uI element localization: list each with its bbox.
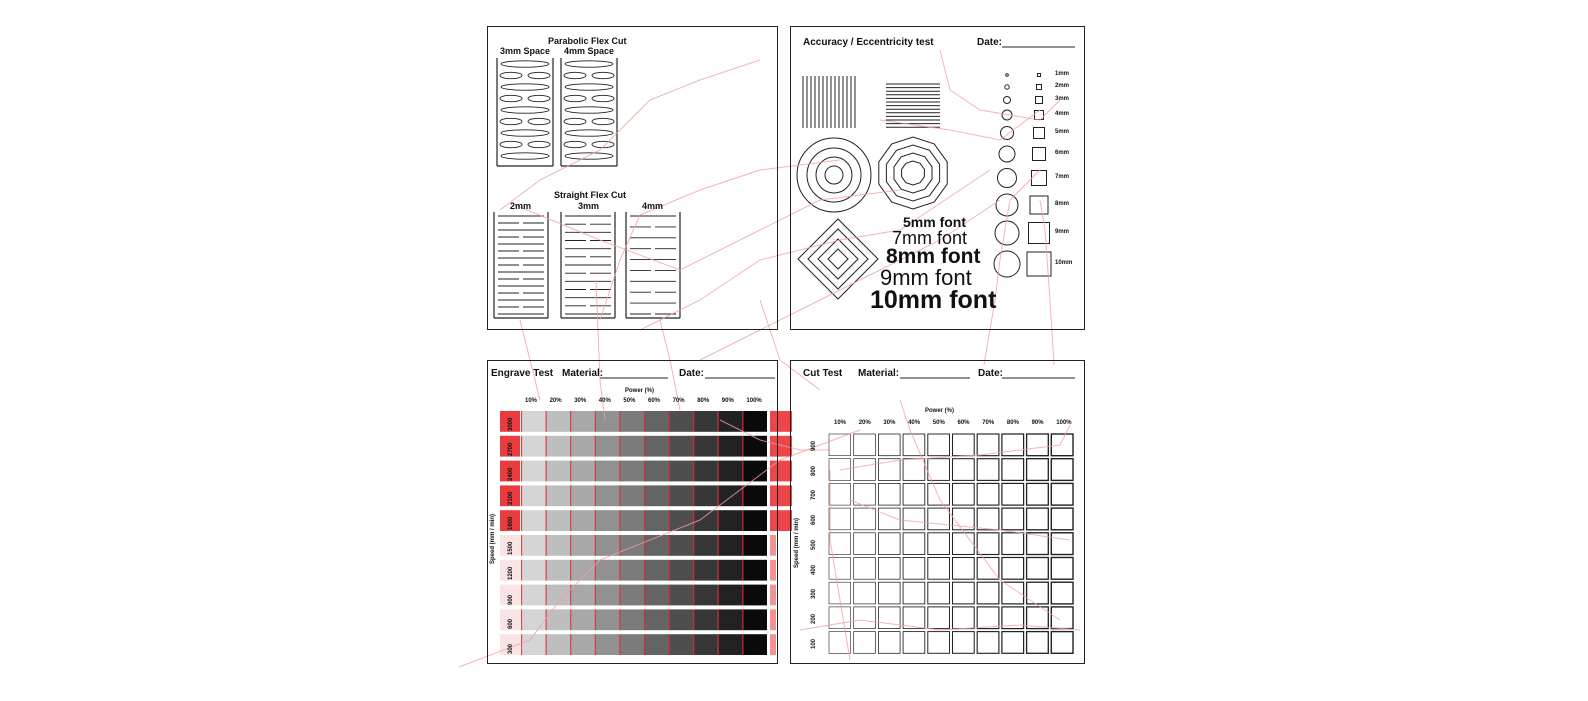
engrave-power-tick-5: 50% (623, 398, 636, 404)
cut-power-tick-6: 60% (957, 420, 970, 426)
cut-speed-tick-3: 700 (811, 490, 817, 501)
font-sample-10mm: 10mm font (870, 286, 997, 314)
straight-label-4mm: 4mm (642, 201, 664, 211)
cut-power-tick-4: 40% (908, 420, 921, 426)
cut-speed-tick-1: 900 (811, 440, 817, 451)
parabolic-label-4mm: 4mm Space (564, 46, 615, 56)
engrave-date-label: Date: (679, 368, 705, 379)
engrave-test-panel (487, 360, 778, 664)
engrave-speed-tick-8: 900 (508, 594, 514, 605)
parabolic-label-3mm: 3mm Space (500, 46, 551, 56)
font-sample-8mm: 8mm font (886, 245, 981, 268)
flex-cut-panel (487, 26, 778, 330)
engrave-power-tick-9: 90% (721, 398, 734, 404)
cut-power-tick-7: 70% (982, 420, 995, 426)
font-sample-9mm: 9mm font (880, 265, 972, 290)
cut-speed-tick-2: 800 (811, 465, 817, 476)
engrave-speed-tick-2: 2700 (508, 442, 514, 456)
straight-label-3mm: 3mm (578, 201, 600, 211)
size-label-8mm: 8mm (1055, 201, 1070, 207)
cut-power-tick-2: 20% (858, 420, 871, 426)
engrave-speed-tick-9: 600 (508, 619, 514, 630)
straight-flex-title: Straight Flex Cut (554, 190, 627, 200)
engrave-speed-tick-1: 3000 (508, 417, 514, 431)
engrave-speed-tick-3: 2400 (508, 467, 514, 481)
engrave-material-label: Material: (562, 368, 604, 379)
cut-power-tick-9: 90% (1031, 420, 1044, 426)
straight-label-2mm: 2mm (510, 201, 532, 211)
cut-speed-label: Speed (mm / min) (794, 517, 801, 569)
cut-test-panel (790, 360, 1085, 664)
engrave-speed-tick-4: 2100 (508, 492, 514, 506)
engrave-power-tick-8: 80% (697, 398, 710, 404)
accuracy-title: Accuracy / Eccentricity test (803, 37, 934, 48)
size-label-4mm: 4mm (1055, 111, 1070, 117)
engrave-power-tick-4: 40% (598, 398, 611, 404)
size-label-6mm: 6mm (1055, 150, 1070, 156)
cut-speed-tick-4: 600 (811, 515, 817, 526)
cut-title: Cut Test (803, 368, 843, 379)
cut-speed-tick-9: 100 (811, 638, 817, 649)
engrave-speed-label: Speed (mm / min) (490, 513, 497, 565)
engrave-speed-tick-7: 1200 (508, 566, 514, 580)
size-label-5mm: 5mm (1055, 129, 1070, 135)
accuracy-date-label: Date: (977, 37, 1003, 48)
cut-speed-tick-8: 200 (811, 613, 817, 624)
engrave-speed-tick-6: 1500 (508, 541, 514, 555)
engrave-power-tick-3: 30% (574, 398, 587, 404)
cut-date-label: Date: (978, 368, 1004, 379)
cut-power-label: Power (%) (925, 408, 955, 414)
engrave-power-tick-10: 100% (746, 398, 762, 404)
cut-speed-tick-6: 400 (811, 564, 817, 575)
size-label-7mm: 7mm (1055, 174, 1070, 180)
engrave-power-tick-7: 70% (672, 398, 685, 404)
size-label-2mm: 2mm (1055, 83, 1070, 89)
cut-power-tick-5: 50% (932, 420, 945, 426)
size-label-1mm: 1mm (1055, 71, 1070, 77)
cut-power-tick-1: 10% (834, 420, 847, 426)
engrave-speed-tick-10: 300 (508, 644, 514, 655)
size-label-10mm: 10mm (1055, 260, 1073, 266)
engrave-speed-tick-5: 1800 (508, 516, 514, 531)
size-label-9mm: 9mm (1055, 229, 1070, 235)
cut-power-tick-3: 30% (883, 420, 896, 426)
font-sample-7mm: 7mm font (892, 228, 968, 248)
size-label-3mm: 3mm (1055, 96, 1070, 102)
cut-speed-tick-5: 500 (811, 539, 817, 550)
engrave-power-tick-6: 60% (648, 398, 661, 404)
engrave-power-label: Power (%) (625, 388, 655, 394)
engrave-power-tick-1: 10% (525, 398, 538, 404)
cut-material-label: Material: (858, 368, 900, 379)
cut-speed-tick-7: 300 (811, 589, 817, 600)
parabolic-flex-title: Parabolic Flex Cut (548, 36, 627, 46)
cut-power-tick-10: 100% (1056, 420, 1072, 426)
font-sample-5mm: 5mm font (903, 214, 966, 230)
engrave-title: Engrave Test (491, 368, 554, 379)
cut-power-tick-8: 80% (1006, 420, 1019, 426)
engrave-power-tick-2: 20% (549, 398, 562, 404)
